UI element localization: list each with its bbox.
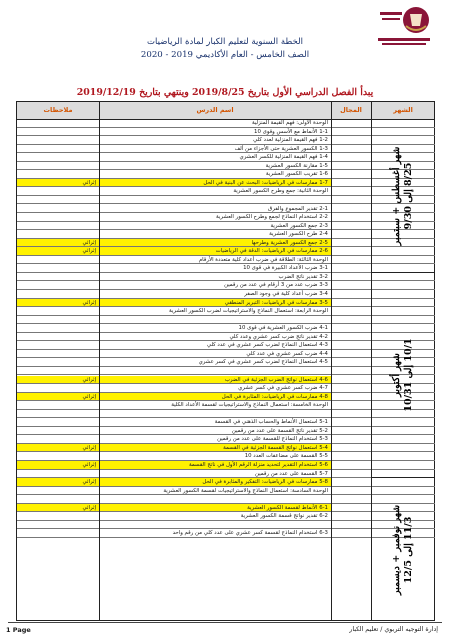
field-cell xyxy=(331,504,371,512)
field-cell xyxy=(331,452,371,460)
lesson-note: إثرائي xyxy=(17,247,99,255)
lesson-name: الوحدة السادسة: استعمال النماذج والاستراتيجيات لقسمة الكسور العشرية xyxy=(163,487,328,494)
lesson-name: 5-4 استعمال نواتج القسمة الجزئية في القسمة xyxy=(99,444,331,452)
lesson-note xyxy=(17,367,99,375)
lesson-name: 2-4 طرح الكسور العشرية xyxy=(269,231,328,238)
lesson-note xyxy=(17,341,99,349)
lesson-note xyxy=(17,333,99,341)
lesson-name: 1-5 مقارنة الكسور العشرية xyxy=(265,162,328,169)
field-cell xyxy=(331,119,371,127)
lesson-note xyxy=(17,358,99,366)
field-cell xyxy=(331,179,371,187)
field-cell xyxy=(331,230,371,238)
lesson-name: الوحدة الرابعة: استعمال النماذج والاستراتيجيات لضرب الكسور العشرية xyxy=(169,308,328,315)
field-cell xyxy=(331,384,371,392)
field-cell xyxy=(331,281,371,289)
lesson-name: الوحدة الخامسة: استعمال النماذج والاستراتيجيات لقسمة الأعداد الكلية xyxy=(171,402,328,409)
lesson-note: إثرائي xyxy=(17,504,99,512)
document-title xyxy=(90,36,360,62)
lesson-name: 5-5 القسمة على مضاعفات العدد 10 xyxy=(244,453,328,460)
field-cell xyxy=(331,128,371,136)
lesson-name: 5-1 استعمال الأنماط والحساب الذهني في القسمة xyxy=(214,419,328,426)
field-cell xyxy=(331,273,371,281)
month-cell-aug-sep xyxy=(371,119,435,273)
lesson-note xyxy=(17,230,99,238)
field-cell xyxy=(331,487,371,495)
header-month: الشهر xyxy=(393,106,413,114)
field-cell xyxy=(331,393,371,401)
lesson-name: 4-3 استعمال النماذج لضرب كسر عشري في عدد كلي xyxy=(206,342,328,349)
lesson-note xyxy=(17,264,99,272)
field-cell xyxy=(331,256,371,264)
month-range: 8/25 إلى 9/30 xyxy=(403,162,414,229)
footer-department: إدارة التوجيه التربوي / تعليم الكبار xyxy=(349,626,438,633)
lesson-name: 5-3 استخدام النماذج للقسمة على عدد من رقمين xyxy=(217,436,328,443)
month-range: 11/3 إلى 12/5 xyxy=(403,516,414,583)
lesson-note: إثرائي xyxy=(17,461,99,469)
field-cell xyxy=(331,521,371,529)
lesson-note: إثرائي xyxy=(17,478,99,486)
lesson-name xyxy=(99,410,331,418)
lesson-name: 3-2 تقدير ناتج الضرب xyxy=(278,273,328,280)
lesson-name: 2-1 تقدير المجموع والفرق xyxy=(268,205,328,212)
field-cell xyxy=(331,418,371,426)
field-cell xyxy=(331,196,371,204)
month-label: شهر أكتوبر xyxy=(391,353,402,397)
lesson-note xyxy=(17,222,99,230)
lesson-note xyxy=(17,128,99,136)
lesson-note xyxy=(17,196,99,204)
lesson-note xyxy=(17,521,99,529)
lesson-note xyxy=(17,205,99,213)
column-divider xyxy=(331,102,332,620)
lesson-name xyxy=(99,495,331,503)
field-cell xyxy=(331,205,371,213)
lesson-note xyxy=(17,153,99,161)
lesson-note: إثرائي xyxy=(17,393,99,401)
header-notes: ملاحظات xyxy=(43,106,73,114)
lesson-note xyxy=(17,410,99,418)
lesson-note xyxy=(17,418,99,426)
field-cell xyxy=(331,358,371,366)
lesson-note: إثرائي xyxy=(17,239,99,247)
title-line-2: الصف الخامس - العام الأكاديمي 2019 - 2020 xyxy=(140,50,310,60)
lesson-name: 1-1 الأنماط مع الأسس وقوى 10 xyxy=(254,128,328,135)
field-cell xyxy=(331,410,371,418)
lesson-name: 1-3 الكسور العشرية حتى الأجزاء من ألف xyxy=(234,145,328,152)
lesson-note: إثرائي xyxy=(17,444,99,452)
lesson-name: 5-7 القسمة على عدد من رقمين xyxy=(254,470,328,477)
field-cell xyxy=(331,512,371,520)
lesson-name: 2-2 استخدام النماذج لجمع وطرح الكسور العشرية xyxy=(216,214,328,221)
field-cell xyxy=(331,170,371,178)
lesson-note: إثرائي xyxy=(17,179,99,187)
field-cell xyxy=(331,299,371,307)
field-cell xyxy=(331,307,371,315)
field-cell xyxy=(331,316,371,324)
lesson-note xyxy=(17,427,99,435)
lesson-note xyxy=(17,119,99,127)
field-cell xyxy=(331,213,371,221)
field-cell xyxy=(331,333,371,341)
lesson-name: 3-1 ضرب الأعداد الكبيرة في قوى 10 xyxy=(243,265,328,272)
field-cell xyxy=(331,461,371,469)
lesson-note: إثرائي xyxy=(17,299,99,307)
field-cell xyxy=(331,478,371,486)
field-cell xyxy=(331,162,371,170)
field-cell xyxy=(331,136,371,144)
lesson-note xyxy=(17,162,99,170)
lesson-note xyxy=(17,290,99,298)
lesson-name: 3-4 ضرب أعداد كلية في وجود الصفر xyxy=(244,291,328,297)
month-cell-nov-dec xyxy=(371,478,435,621)
lesson-note xyxy=(17,350,99,358)
lesson-note xyxy=(17,213,99,221)
lesson-note xyxy=(17,435,99,443)
field-cell xyxy=(331,435,371,443)
semester-headline: يبدأ الفصل الدراسي الأول بتاريخ 2019/8/25 وينتهي بتاريخ 2019/12/19 xyxy=(76,87,374,98)
month-range: 10/1 إلى 10/31 xyxy=(403,338,414,412)
field-cell xyxy=(331,145,371,153)
page-number: 1 Page xyxy=(6,626,31,634)
lesson-note xyxy=(17,145,99,153)
lesson-name: 5-8 ممارسات في الرياضيات: التفكير والمثابرة في الحل xyxy=(99,478,331,486)
field-cell xyxy=(331,187,371,195)
field-cell xyxy=(331,427,371,435)
lesson-note xyxy=(17,495,99,503)
lesson-name: 1-7 ممارسات في الرياضيات: البحث عن البنية في الحل xyxy=(99,179,331,187)
lesson-note xyxy=(17,307,99,315)
field-cell xyxy=(331,350,371,358)
field-cell xyxy=(331,529,371,537)
field-cell xyxy=(331,290,371,298)
lesson-note xyxy=(17,452,99,460)
lesson-note xyxy=(17,401,99,409)
lesson-name xyxy=(99,316,331,324)
lesson-name: 4-7 ضرب كسر عشري في كسر عشري xyxy=(238,385,328,392)
lesson-name: الوحدة الثانية: جمع وطرح الكسور العشرية xyxy=(233,188,328,195)
header-lesson: اسم الدرس xyxy=(196,106,234,114)
lesson-name xyxy=(99,367,331,375)
lesson-name: الوحدة الثالثة: الطلاقة في ضرب أعداد كلية متعددة الأرقام xyxy=(198,256,328,263)
lesson-note: إثرائي xyxy=(17,376,99,384)
field-cell xyxy=(331,444,371,452)
field-cell xyxy=(331,495,371,503)
lesson-note xyxy=(17,281,99,289)
lesson-note xyxy=(17,273,99,281)
lesson-name xyxy=(99,521,331,529)
lesson-note xyxy=(17,170,99,178)
column-divider xyxy=(99,102,100,620)
lesson-name: 5-6 استخدام التقدير لتحديد منزلة الرقم الأول في ناتج القسمة xyxy=(99,461,331,469)
lesson-note xyxy=(17,187,99,195)
lesson-name: 3-3 ضرب عدد من 3 أرقام في عدد من رقمين xyxy=(224,282,328,289)
field-cell xyxy=(331,239,371,247)
month-cell-oct xyxy=(371,273,435,478)
month-label: شهر أغسطس + سبتمبر xyxy=(391,146,402,245)
field-cell xyxy=(331,222,371,230)
lesson-note xyxy=(17,487,99,495)
plan-table xyxy=(16,101,435,621)
field-cell xyxy=(331,324,371,332)
lesson-name: 6-2 تقدير نواتج قسمة الكسور العشرية xyxy=(240,513,328,520)
lesson-note xyxy=(17,384,99,392)
lesson-name: 6-1 الأنماط لقسمة الكسور العشرية xyxy=(99,504,331,512)
lesson-name: 2-5 جمع الكسور العشرية وطرحها xyxy=(99,239,331,247)
lesson-name: 1-4 فهم القيمة المنزلية للكسر العشري xyxy=(239,154,328,161)
field-cell xyxy=(331,341,371,349)
field-cell xyxy=(331,367,371,375)
qatar-ministry-emblem-icon xyxy=(376,4,432,48)
month-label: شهر نوفمبر + ديسمبر xyxy=(391,504,402,595)
footer-divider xyxy=(8,622,442,623)
column-divider xyxy=(371,102,372,620)
lesson-name: 4-1 ضرب الكسور العشرية في قوى 10 xyxy=(238,325,328,332)
lesson-name: 5-2 تقدير ناتج القسمة على عدد من رقمين xyxy=(231,427,328,434)
lesson-name: 1-2 فهم القيمة المنزلية لعدد كلي xyxy=(253,137,328,144)
lesson-name: الوحدة الأولى: فهم القيمة المنزلية xyxy=(251,120,328,126)
header-field: المجال xyxy=(340,106,362,114)
lesson-note xyxy=(17,316,99,324)
lesson-name xyxy=(99,196,331,204)
field-cell xyxy=(331,401,371,409)
field-cell xyxy=(331,264,371,272)
lesson-note xyxy=(17,136,99,144)
field-cell xyxy=(331,376,371,384)
field-cell xyxy=(331,247,371,255)
lesson-name: 4-5 استعمال النماذج لضرب كسر عشري في كسر عشري xyxy=(198,359,328,366)
lesson-name: 6-3 استخدام النماذج لقسمة كسر عشري على عدد كلي من رقم واحد xyxy=(172,530,328,537)
lesson-name: 2-6 ممارسات في الرياضيات: الدقة في الرياضيات xyxy=(99,247,331,255)
lesson-name: 1-6 تقريب الكسور العشرية xyxy=(265,171,328,178)
lesson-name: 3-5 ممارسات في الرياضيات: التبرير المنطقي xyxy=(99,299,331,307)
lesson-name: 4-6 استعمال نواتج الضرب الجزئية في الضرب xyxy=(99,376,331,384)
lesson-note xyxy=(17,470,99,478)
title-line-1: الخطة السنوية لتعليم الكبار لمادة الرياضيات xyxy=(146,37,304,47)
field-cell xyxy=(331,470,371,478)
lesson-name: 2-3 جمع الكسور العشرية xyxy=(270,222,328,229)
lesson-name: 4-4 ضرب كسر عشري في عدد كلي xyxy=(246,350,328,357)
lesson-note xyxy=(17,512,99,520)
lesson-note xyxy=(17,529,99,537)
lesson-note xyxy=(17,256,99,264)
field-cell xyxy=(331,153,371,161)
lesson-name: 4-8 ممارسات في الرياضيات: المثابرة في الحل xyxy=(99,393,331,401)
lesson-note xyxy=(17,324,99,332)
lesson-name: 4-2 تقدير ناتج ضرب كسر عشري وعدد كلي xyxy=(229,333,328,340)
